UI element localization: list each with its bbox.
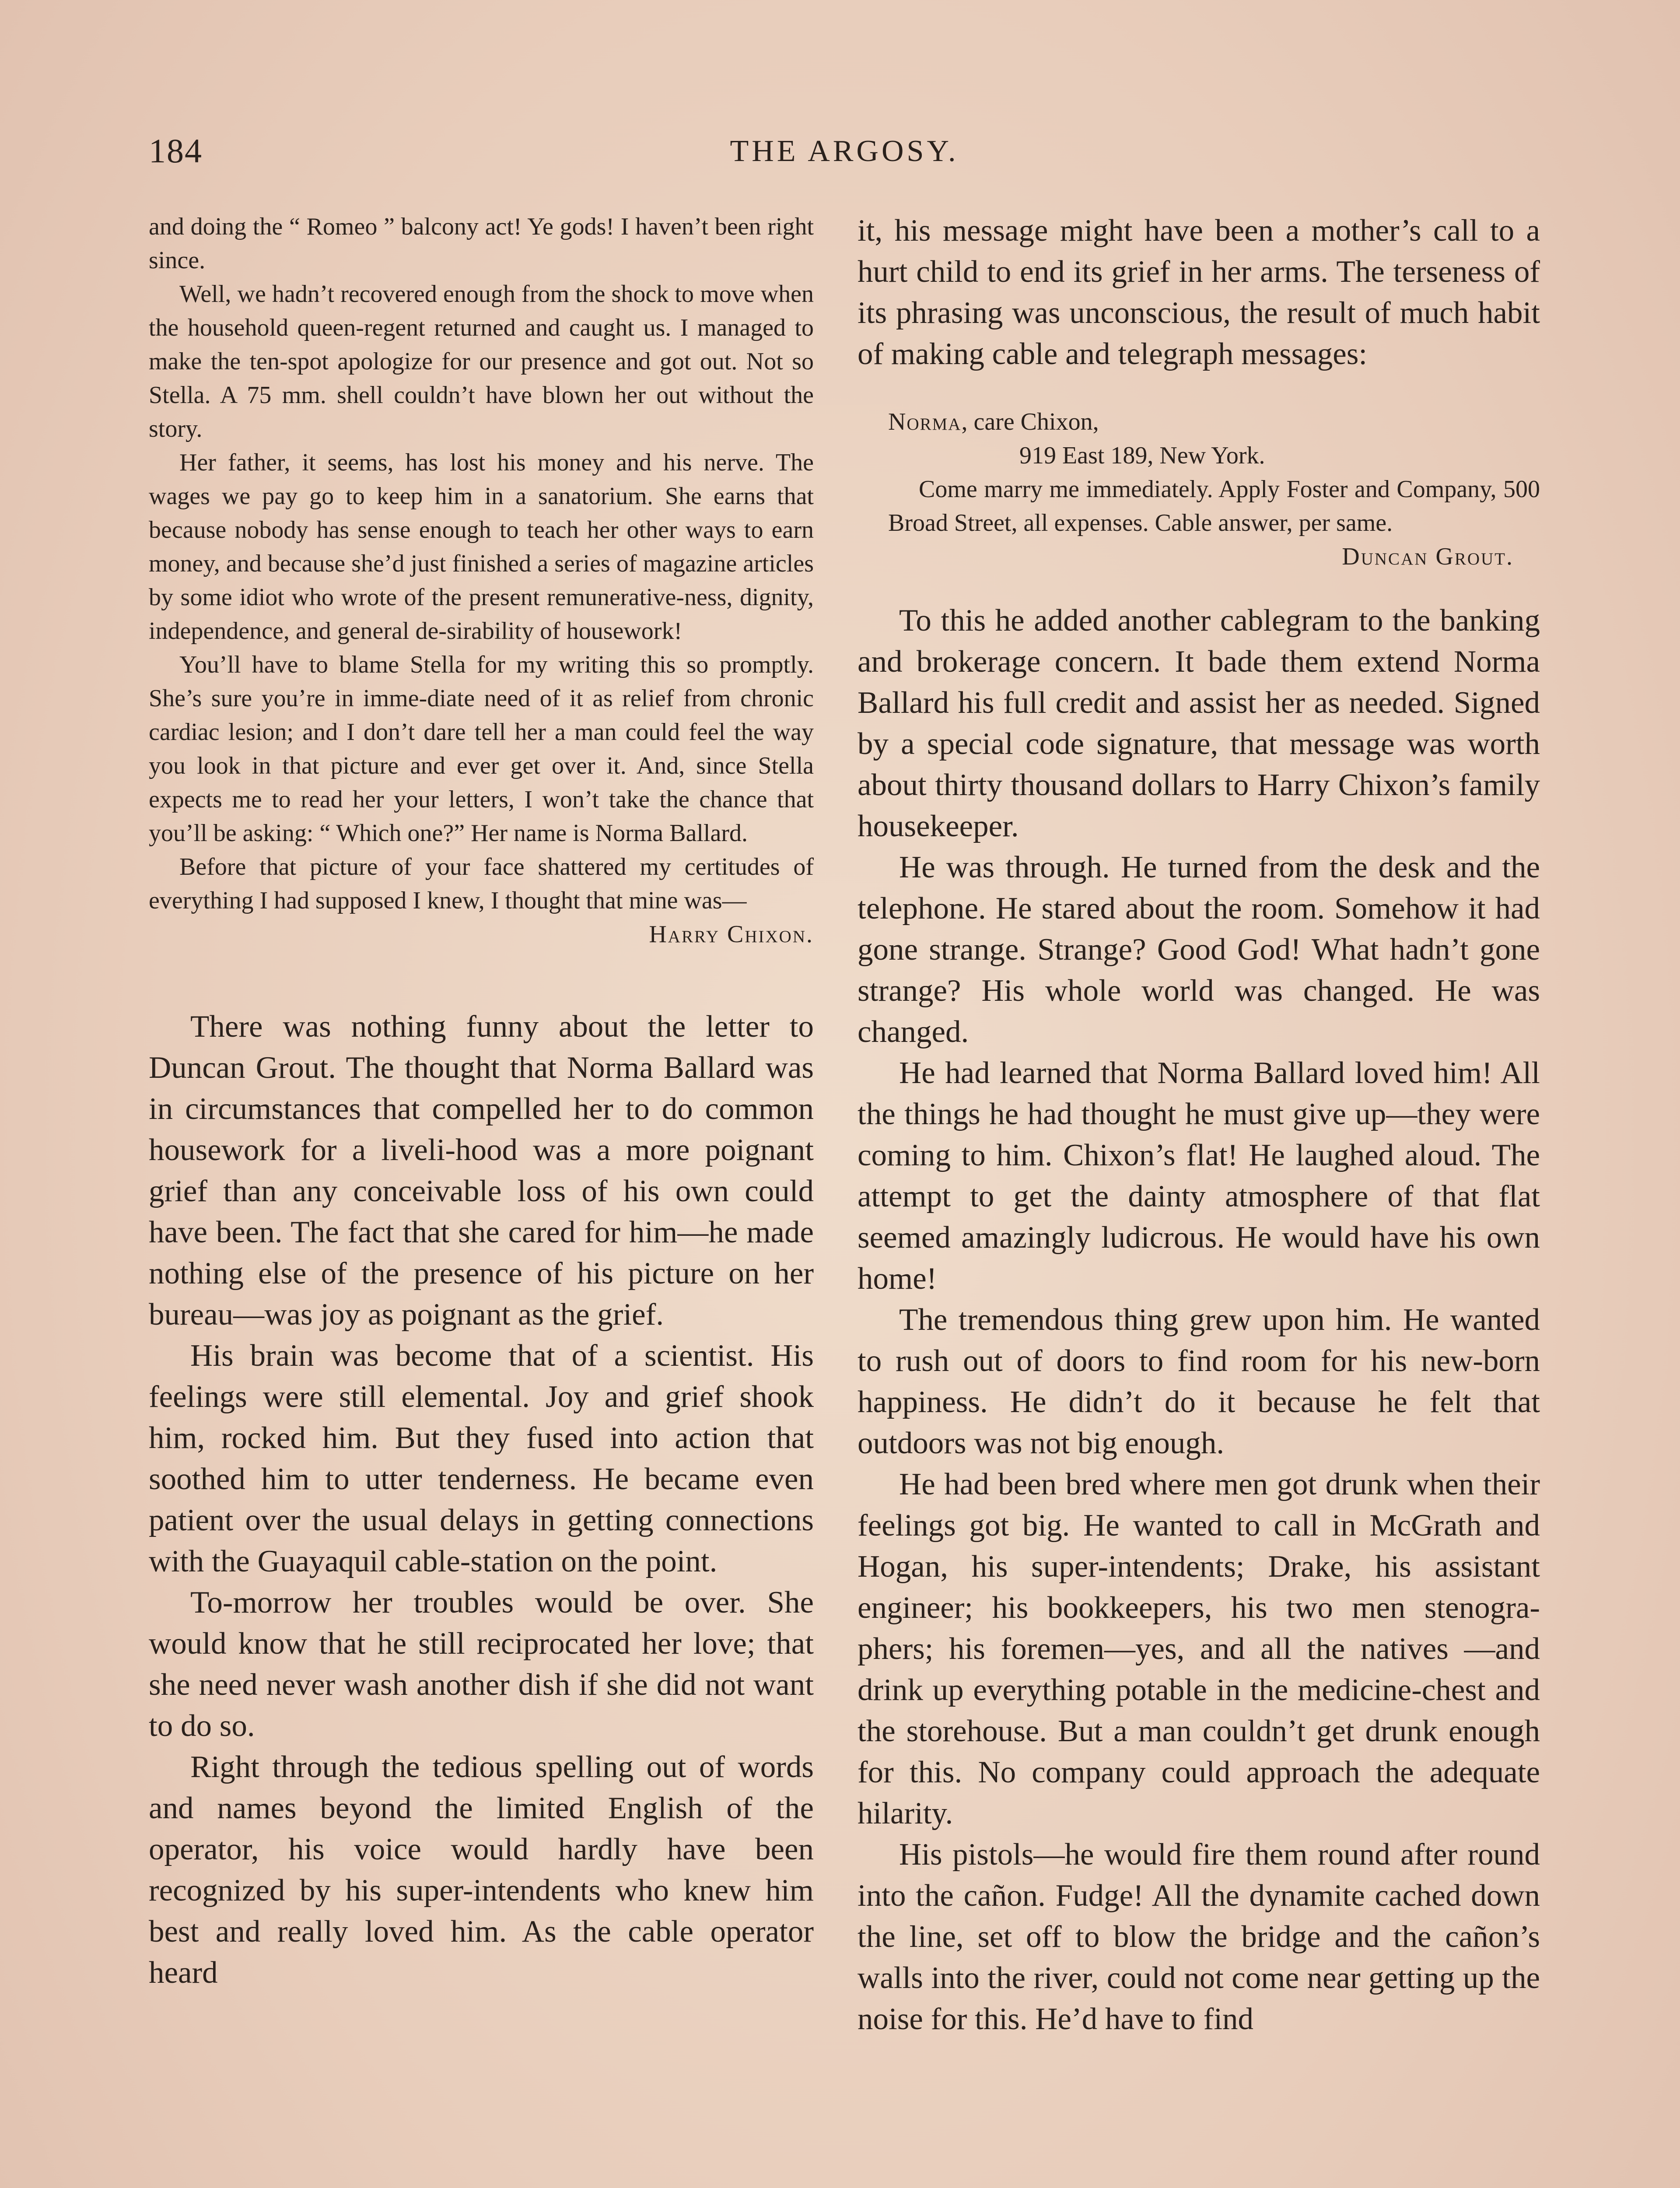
letter-paragraph: Well, we hadn’t recovered enough from the shock to move when the household queen-regent returned and caught us. I managed to make the ten-spot apologize for our presence and got out. Not so Stella. A 75 mm. shell couldn’t have blown her out without the story. (149, 281, 814, 442)
letter-excerpt (149, 210, 814, 951)
story-text-left (149, 1006, 814, 1993)
cable-signature: Duncan Grout. (1342, 543, 1514, 570)
running-head (149, 131, 1540, 179)
cable-address: 919 East 189, New York. (1019, 442, 1265, 469)
right-column (858, 210, 1540, 2040)
story-paragraph: Right through the tedious spelling out of words and names beyond the limited English of the operator, his voice would hardly have been recognized by his super-intendents who knew him best and really loved him. As the cable operator heard (149, 1750, 814, 1990)
cable-recipient-name: Norma (888, 408, 962, 435)
letter-paragraph: Her father, it seems, has lost his money and his nerve. The wages we pay go to keep him in a sanatorium. She earns that because nobody has sense enough to teach her other ways to earn money, and because she’d just finished a series of magazine articles by some idiot who wrote of the present remunerative-ness, dignity, independence, and general de-sirability of housework! (149, 449, 814, 645)
story-paragraph: He was through. He turned from the desk and the telephone. He stared about the room. Somehow it had gone strange. Strange? Good God! What hadn’t gone strange? His whole world was changed. He was changed. (858, 850, 1540, 1049)
letter-signature: Harry Chixon. (649, 921, 814, 948)
story-paragraph: it, his message might have been a mother’s call to a hurt child to end its grief in her arms. The terseness of its phrasing was unconscious, the result of much habit of making cable and telegraph messages: (858, 214, 1540, 371)
story-text-right (858, 600, 1540, 2040)
page-number: 184 (149, 132, 203, 170)
story-paragraph: To-morrow her troubles would be over. She would know that he still reciprocated her love; that she need never wash another dish if she did not want to do so. (149, 1585, 814, 1743)
cable-message (888, 405, 1540, 574)
story-paragraph: His pistols—he would fire them round after round into the cañon. Fudge! All the dynamite cached down the line, set off to blow the bridge and the cañon’s walls into the river, could not come near getting up the noise for this. He’d have to find (858, 1837, 1540, 2036)
letter-paragraph: You’ll have to blame Stella for my writing this so promptly. She’s sure you’re in imme-diate need of it as relief from chronic cardiac lesion; and I don’t dare tell her a man could feel the way you look in that picture and ever get over it. And, since Stella expects me to read her your letters, I won’t take the chance that you’ll be asking: “ Which one?” Her name is Norma Ballard. (149, 651, 814, 847)
letter-paragraph: Before that picture of your face shattered my certitudes of everything I had supposed I knew, I thought that mine was— (149, 853, 814, 914)
letter-paragraph: and doing the “ Romeo ” balcony act! Ye gods! I haven’t been right since. (149, 213, 814, 274)
left-column (149, 210, 814, 1993)
story-paragraph: To this he added another cablegram to the banking and brokerage concern. It bade them extend Norma Ballard his full credit and assist her as needed. Signed by a special code signature, that message was worth about thirty thousand dollars to Harry Chixon’s family housekeeper. (858, 603, 1540, 843)
story-paragraph: His brain was become that of a scientist. His feelings were still elemental. Joy and grief shook him, rocked him. But they fused into action that soothed him to utter tenderness. He became even patient over the usual delays in getting connections with the Guayaquil cable-station on the point. (149, 1339, 814, 1578)
running-title: THE ARGOSY. (730, 134, 959, 168)
story-paragraph: There was nothing funny about the letter to Duncan Grout. The thought that Norma Ballard was in circumstances that compelled her to do common housework for a liveli-hood was a more poignant grief than any conceivable loss of his own could have been. The fact that she cared for him—he made nothing else of the presence of his picture on her bureau—was joy as poignant as the grief. (149, 1010, 814, 1332)
story-paragraph: The tremendous thing grew upon him. He wanted to rush out of doors to find room for his new-born happiness. He didn’t do it because he felt that outdoors was not big enough. (858, 1303, 1540, 1460)
story-paragraph: He had been bred where men got drunk when their feelings got big. He wanted to call in McGrath and Hogan, his super-intendents; Drake, his assistant engineer; his bookkeepers, his two men stenogra-phers; his foremen—yes, and all the natives —and drink up everything potable in the medicine-chest and the storehouse. But a man couldn’t get drunk enough for this. No company could approach the adequate hilarity. (858, 1467, 1540, 1830)
cable-recipient-rest: , care Chixon, (961, 408, 1099, 435)
story-text-right-intro (858, 210, 1540, 375)
cable-body: Come marry me immediately. Apply Foster and Company, 500 Broad Street, all expenses. Cable answer, per same. (888, 476, 1540, 536)
story-paragraph: He had learned that Norma Ballard loved him! All the things he had thought he must give up—they were coming to him. Chixon’s flat! He laughed aloud. The attempt to get the dainty atmosphere of that flat seemed amazingly ludicrous. He would have his own home! (858, 1056, 1540, 1296)
cable-recipient (888, 405, 1540, 439)
